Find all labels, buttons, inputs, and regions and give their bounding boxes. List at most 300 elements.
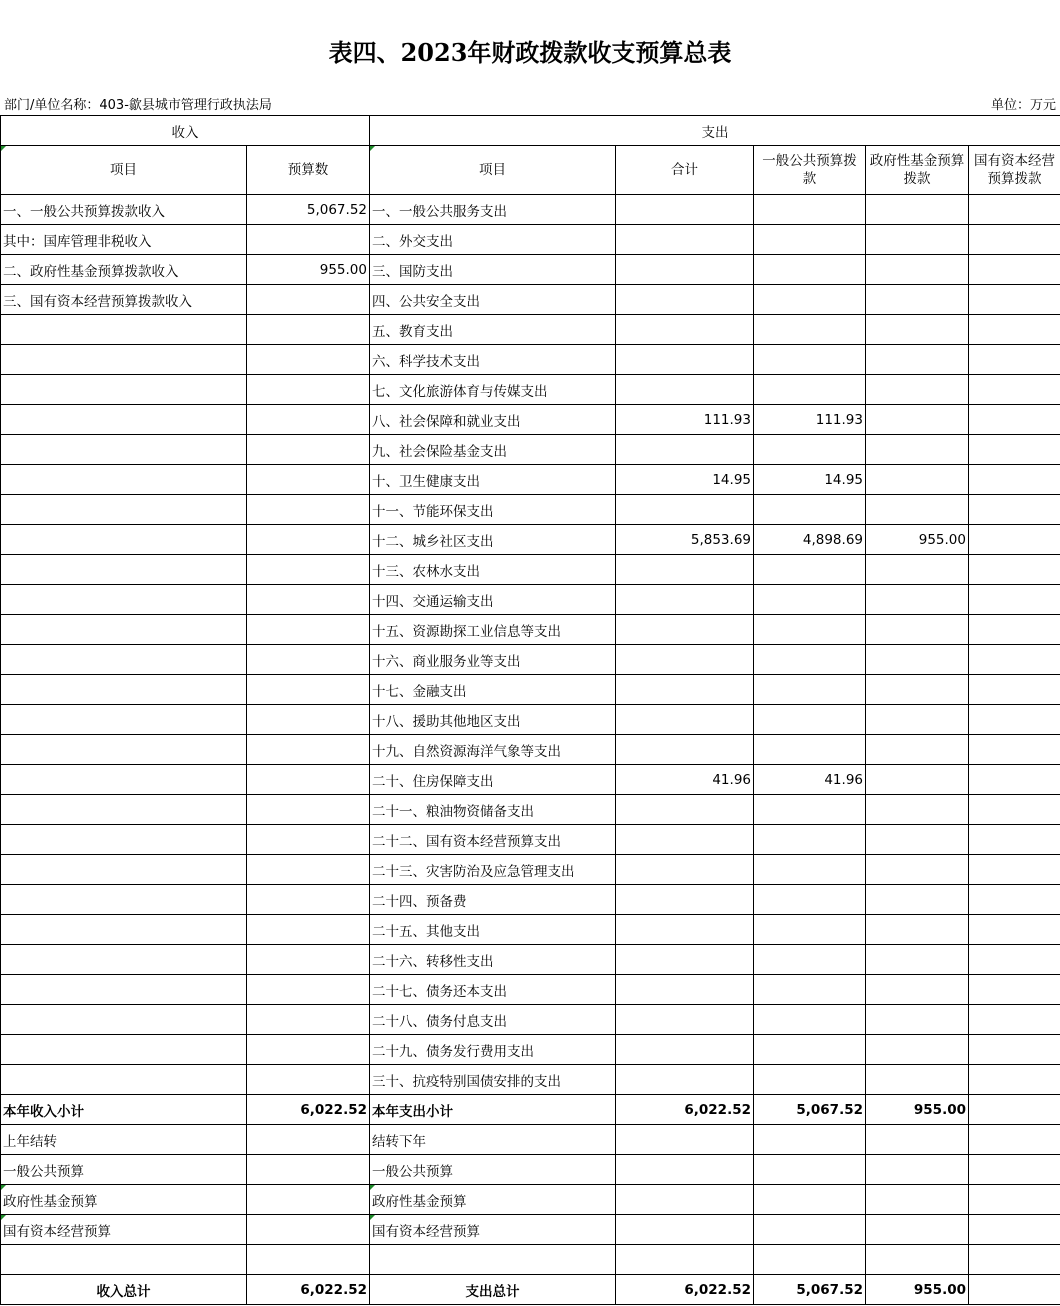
income-amount-cell [247, 285, 370, 315]
carry-value-cell [969, 1155, 1060, 1185]
state-capital-cell [969, 525, 1060, 555]
expense-item-cell: 十七、金融支出 [370, 675, 616, 705]
income-grand-total-label: 收入总计 [1, 1275, 247, 1305]
state-capital-cell [969, 405, 1060, 435]
state-capital-cell [969, 795, 1060, 825]
income-amount-cell [247, 315, 370, 345]
blank-cell [1, 1245, 247, 1275]
expense-item-cell: 十一、节能环保支出 [370, 495, 616, 525]
income-item-cell [1, 945, 247, 975]
income-amount-cell [247, 765, 370, 795]
income-item-cell [1, 855, 247, 885]
carry-row [1, 1185, 1060, 1215]
expense-item-cell: 二十四、预备费 [370, 885, 616, 915]
income-amount-cell [247, 825, 370, 855]
gov-fund-cell [866, 1035, 969, 1065]
expense-item-cell: 二十、住房保障支出 [370, 765, 616, 795]
general-public-cell: 14.95 [754, 465, 866, 495]
carry-row [1, 1125, 1060, 1155]
general-public-cell [754, 1005, 866, 1035]
expense-item-cell: 二十八、债务付息支出 [370, 1005, 616, 1035]
subtotal-state [969, 1095, 1060, 1125]
carry-value-cell [616, 1215, 754, 1245]
income-header: 收入 [1, 116, 370, 146]
total-cell [616, 795, 754, 825]
expense-item-cell: 二十七、债务还本支出 [370, 975, 616, 1005]
table-row [1, 735, 1060, 765]
state-capital-cell [969, 975, 1060, 1005]
general-public-cell [754, 195, 866, 225]
gov-fund-cell [866, 735, 969, 765]
table-row [1, 855, 1060, 885]
general-public-cell [754, 495, 866, 525]
general-public-cell [754, 255, 866, 285]
total-cell: 111.93 [616, 405, 754, 435]
carry-expense-item: 政府性基金预算 [370, 1185, 616, 1215]
carry-income-item: 国有资本经营预算 [1, 1215, 247, 1245]
carry-value-cell [754, 1215, 866, 1245]
total-cell [616, 375, 754, 405]
grand-total-gov-fund: 955.00 [866, 1275, 969, 1305]
grand-total-row [1, 1275, 1060, 1305]
carry-value-cell [754, 1125, 866, 1155]
income-item-cell [1, 705, 247, 735]
gov-fund-header: 政府性基金预算拨款 [866, 146, 969, 195]
total-cell [616, 735, 754, 765]
page-title: 表四、2023年财政拨款收支预算总表 [328, 38, 732, 67]
state-capital-cell [969, 885, 1060, 915]
state-capital-cell [969, 495, 1060, 525]
income-item-cell [1, 1035, 247, 1065]
income-subtotal-label: 本年收入小计 [1, 1095, 247, 1125]
income-amount-cell [247, 885, 370, 915]
income-amount-cell [247, 375, 370, 405]
general-public-cell [754, 915, 866, 945]
income-item-cell [1, 825, 247, 855]
income-item-cell [1, 765, 247, 795]
total-cell: 14.95 [616, 465, 754, 495]
income-item-cell [1, 645, 247, 675]
gov-fund-cell [866, 255, 969, 285]
carry-value-cell [866, 1215, 969, 1245]
income-item-cell [1, 315, 247, 345]
income-item-cell [1, 795, 247, 825]
table-row [1, 1035, 1060, 1065]
carry-value-cell [969, 1185, 1060, 1215]
blank-cell [370, 1245, 616, 1275]
general-public-cell [754, 555, 866, 585]
general-public-cell [754, 735, 866, 765]
state-capital-cell [969, 345, 1060, 375]
gov-fund-cell [866, 285, 969, 315]
total-cell [616, 615, 754, 645]
expense-item-cell: 二十六、转移性支出 [370, 945, 616, 975]
expense-item-cell: 二十五、其他支出 [370, 915, 616, 945]
expense-item-cell: 二十三、灾害防治及应急管理支出 [370, 855, 616, 885]
income-item-cell: 二、政府性基金预算拨款收入 [1, 255, 247, 285]
carry-income-item: 上年结转 [1, 1125, 247, 1155]
table-row [1, 225, 1060, 255]
income-item-cell: 一、一般公共预算拨款收入 [1, 195, 247, 225]
gov-fund-cell [866, 915, 969, 945]
table-row [1, 195, 1060, 225]
state-capital-header: 国有资本经营预算拨款 [969, 146, 1060, 195]
total-cell [616, 555, 754, 585]
general-public-cell [754, 285, 866, 315]
total-cell [616, 285, 754, 315]
gov-fund-cell [866, 465, 969, 495]
carry-income-amount [247, 1125, 370, 1155]
income-item-cell [1, 915, 247, 945]
expense-subtotal-label: 本年支出小计 [370, 1095, 616, 1125]
grand-total-general: 5,067.52 [754, 1275, 866, 1305]
gov-fund-cell [866, 195, 969, 225]
general-public-cell [754, 795, 866, 825]
total-cell [616, 915, 754, 945]
carry-value-cell [616, 1125, 754, 1155]
expense-item-cell: 十九、自然资源海洋气象等支出 [370, 735, 616, 765]
state-capital-cell [969, 645, 1060, 675]
income-item-cell: 三、国有资本经营预算拨款收入 [1, 285, 247, 315]
income-amount-cell: 5,067.52 [247, 195, 370, 225]
table-row [1, 885, 1060, 915]
general-public-cell [754, 315, 866, 345]
state-capital-cell [969, 1065, 1060, 1095]
general-public-cell [754, 945, 866, 975]
income-item-cell [1, 525, 247, 555]
expense-item-header: 项目 [370, 146, 616, 195]
income-item-cell [1, 345, 247, 375]
total-cell [616, 825, 754, 855]
table-row [1, 705, 1060, 735]
income-amount-cell [247, 465, 370, 495]
expense-item-cell: 二、外交支出 [370, 225, 616, 255]
grand-total-total: 6,022.52 [616, 1275, 754, 1305]
income-amount-cell [247, 945, 370, 975]
state-capital-cell [969, 585, 1060, 615]
general-public-cell [754, 1035, 866, 1065]
income-amount-cell [247, 585, 370, 615]
total-cell [616, 585, 754, 615]
gov-fund-cell [866, 315, 969, 345]
table-row [1, 645, 1060, 675]
total-cell: 41.96 [616, 765, 754, 795]
general-public-cell [754, 825, 866, 855]
general-public-cell [754, 645, 866, 675]
gov-fund-cell [866, 795, 969, 825]
general-public-cell [754, 615, 866, 645]
state-capital-cell [969, 1035, 1060, 1065]
general-public-cell [754, 435, 866, 465]
income-amount-cell [247, 645, 370, 675]
expense-item-cell: 三十、抗疫特别国债安排的支出 [370, 1065, 616, 1095]
carry-income-amount [247, 1155, 370, 1185]
income-item-cell [1, 735, 247, 765]
total-cell [616, 345, 754, 375]
income-amount-cell [247, 405, 370, 435]
expense-item-cell: 十三、农林水支出 [370, 555, 616, 585]
general-public-cell [754, 225, 866, 255]
carry-value-cell [866, 1125, 969, 1155]
total-cell [616, 675, 754, 705]
expense-grand-total-label: 支出总计 [370, 1275, 616, 1305]
income-item-cell [1, 1005, 247, 1035]
table-row [1, 285, 1060, 315]
gov-fund-cell [866, 945, 969, 975]
general-public-cell [754, 1065, 866, 1095]
carry-value-cell [969, 1125, 1060, 1155]
gov-fund-cell [866, 975, 969, 1005]
income-item-cell [1, 615, 247, 645]
state-capital-cell [969, 465, 1060, 495]
income-item-cell [1, 1065, 247, 1095]
income-item-cell [1, 975, 247, 1005]
gov-fund-cell [866, 615, 969, 645]
income-amount-cell [247, 435, 370, 465]
gov-fund-cell [866, 345, 969, 375]
table-row [1, 555, 1060, 585]
gov-fund-cell [866, 825, 969, 855]
expense-item-cell: 五、教育支出 [370, 315, 616, 345]
gov-fund-cell [866, 375, 969, 405]
income-item-cell [1, 495, 247, 525]
table-row [1, 975, 1060, 1005]
total-cell [616, 315, 754, 345]
gov-fund-cell: 955.00 [866, 525, 969, 555]
total-cell [616, 975, 754, 1005]
general-public-cell: 111.93 [754, 405, 866, 435]
total-cell [616, 645, 754, 675]
table-row [1, 375, 1060, 405]
gov-fund-cell [866, 495, 969, 525]
blank-cell [754, 1245, 866, 1275]
income-item-header: 项目 [1, 146, 247, 195]
state-capital-cell [969, 255, 1060, 285]
income-amount-cell [247, 855, 370, 885]
expense-item-cell: 三、国防支出 [370, 255, 616, 285]
expense-item-cell: 十二、城乡社区支出 [370, 525, 616, 555]
total-cell [616, 495, 754, 525]
blank-cell [247, 1245, 370, 1275]
expense-header: 支出 [370, 116, 1060, 146]
income-amount-cell [247, 795, 370, 825]
income-amount-cell [247, 1035, 370, 1065]
gov-fund-cell [866, 555, 969, 585]
carry-expense-item: 一般公共预算 [370, 1155, 616, 1185]
income-amount-cell: 955.00 [247, 255, 370, 285]
carry-expense-item: 国有资本经营预算 [370, 1215, 616, 1245]
department-name: 部门/单位名称：403-歙县城市管理行政执法局 [4, 98, 272, 113]
subtotal-general: 5,067.52 [754, 1095, 866, 1125]
expense-item-cell: 七、文化旅游体育与传媒支出 [370, 375, 616, 405]
income-item-cell [1, 405, 247, 435]
income-item-cell [1, 435, 247, 465]
state-capital-cell [969, 435, 1060, 465]
subtotal-row [1, 1095, 1060, 1125]
income-item-cell [1, 375, 247, 405]
gov-fund-cell [866, 225, 969, 255]
state-capital-cell [969, 825, 1060, 855]
state-capital-cell [969, 915, 1060, 945]
gov-fund-cell [866, 585, 969, 615]
total-cell [616, 705, 754, 735]
state-capital-cell [969, 1005, 1060, 1035]
state-capital-cell [969, 705, 1060, 735]
general-public-cell [754, 675, 866, 705]
gov-fund-cell [866, 435, 969, 465]
total-cell: 5,853.69 [616, 525, 754, 555]
state-capital-cell [969, 615, 1060, 645]
gov-fund-cell [866, 705, 969, 735]
table-row [1, 435, 1060, 465]
grand-total-state [969, 1275, 1060, 1305]
expense-item-cell: 四、公共安全支出 [370, 285, 616, 315]
table-row [1, 1005, 1060, 1035]
expense-item-cell: 一、一般公共服务支出 [370, 195, 616, 225]
table-row [1, 525, 1060, 555]
state-capital-cell [969, 315, 1060, 345]
general-public-cell: 41.96 [754, 765, 866, 795]
general-public-cell [754, 975, 866, 1005]
income-amount-cell [247, 525, 370, 555]
table-row [1, 825, 1060, 855]
carry-value-cell [969, 1215, 1060, 1245]
income-item-cell [1, 885, 247, 915]
state-capital-cell [969, 675, 1060, 705]
table-row [1, 795, 1060, 825]
gov-fund-cell [866, 765, 969, 795]
income-amount-cell [247, 225, 370, 255]
carry-income-item: 一般公共预算 [1, 1155, 247, 1185]
state-capital-cell [969, 375, 1060, 405]
budget-table [0, 115, 1060, 1305]
table-row [1, 1065, 1060, 1095]
income-item-cell [1, 465, 247, 495]
blank-cell [969, 1245, 1060, 1275]
total-cell [616, 435, 754, 465]
total-cell [616, 1005, 754, 1035]
table-row [1, 465, 1060, 495]
subtotal-total: 6,022.52 [616, 1095, 754, 1125]
state-capital-cell [969, 195, 1060, 225]
income-amount-cell [247, 1065, 370, 1095]
general-public-cell [754, 705, 866, 735]
state-capital-cell [969, 945, 1060, 975]
unit-label: 单位：万元 [990, 98, 1056, 113]
gov-fund-cell [866, 855, 969, 885]
carry-income-amount [247, 1215, 370, 1245]
gov-fund-cell [866, 1005, 969, 1035]
total-cell [616, 885, 754, 915]
expense-item-cell: 二十一、粮油物资储备支出 [370, 795, 616, 825]
gov-fund-cell [866, 675, 969, 705]
expense-item-cell: 十六、商业服务业等支出 [370, 645, 616, 675]
income-subtotal-amount: 6,022.52 [247, 1095, 370, 1125]
income-amount-cell [247, 915, 370, 945]
total-cell [616, 1035, 754, 1065]
expense-item-cell: 十四、交通运输支出 [370, 585, 616, 615]
carry-value-cell [866, 1155, 969, 1185]
total-cell [616, 945, 754, 975]
income-amount-cell [247, 735, 370, 765]
carry-row [1, 1215, 1060, 1245]
table-row [1, 945, 1060, 975]
income-amount-cell [247, 705, 370, 735]
blank-row [1, 1245, 1060, 1275]
expense-item-cell: 六、科学技术支出 [370, 345, 616, 375]
state-capital-cell [969, 555, 1060, 585]
carry-income-amount [247, 1185, 370, 1215]
table-row [1, 315, 1060, 345]
carry-value-cell [754, 1155, 866, 1185]
general-public-header: 一般公共预算拨款 [754, 146, 866, 195]
expense-item-cell: 八、社会保障和就业支出 [370, 405, 616, 435]
general-public-cell [754, 375, 866, 405]
carry-value-cell [866, 1185, 969, 1215]
table-row [1, 585, 1060, 615]
state-capital-cell [969, 765, 1060, 795]
expense-item-cell: 九、社会保险基金支出 [370, 435, 616, 465]
state-capital-cell [969, 225, 1060, 255]
table-row [1, 915, 1060, 945]
total-cell [616, 1065, 754, 1095]
table-row [1, 345, 1060, 375]
gov-fund-cell [866, 885, 969, 915]
expense-item-cell: 二十九、债务发行费用支出 [370, 1035, 616, 1065]
table-row [1, 765, 1060, 795]
table-row [1, 615, 1060, 645]
income-grand-total-amount: 6,022.52 [247, 1275, 370, 1305]
carry-row [1, 1155, 1060, 1185]
carry-expense-item: 结转下年 [370, 1125, 616, 1155]
expense-item-cell: 十五、资源勘探工业信息等支出 [370, 615, 616, 645]
income-amount-cell [247, 975, 370, 1005]
general-public-cell: 4,898.69 [754, 525, 866, 555]
income-item-cell: 其中：国库管理非税收入 [1, 225, 247, 255]
general-public-cell [754, 345, 866, 375]
income-item-cell [1, 675, 247, 705]
gov-fund-cell [866, 405, 969, 435]
table-row [1, 405, 1060, 435]
expense-item-cell: 二十二、国有资本经营预算支出 [370, 825, 616, 855]
gov-fund-cell [866, 1065, 969, 1095]
income-item-cell [1, 555, 247, 585]
state-capital-cell [969, 855, 1060, 885]
income-amount-cell [247, 345, 370, 375]
gov-fund-cell [866, 645, 969, 675]
state-capital-cell [969, 735, 1060, 765]
general-public-cell [754, 885, 866, 915]
table-row [1, 495, 1060, 525]
carry-income-item: 政府性基金预算 [1, 1185, 247, 1215]
budget-amount-header: 预算数 [247, 146, 370, 195]
income-amount-cell [247, 1005, 370, 1035]
carry-value-cell [616, 1155, 754, 1185]
blank-cell [866, 1245, 969, 1275]
carry-value-cell [754, 1185, 866, 1215]
total-cell [616, 225, 754, 255]
general-public-cell [754, 585, 866, 615]
state-capital-cell [969, 285, 1060, 315]
table-row [1, 675, 1060, 705]
total-cell [616, 255, 754, 285]
total-cell [616, 855, 754, 885]
table-row [1, 255, 1060, 285]
income-amount-cell [247, 555, 370, 585]
subtotal-gov-fund: 955.00 [866, 1095, 969, 1125]
total-cell [616, 195, 754, 225]
carry-value-cell [616, 1185, 754, 1215]
